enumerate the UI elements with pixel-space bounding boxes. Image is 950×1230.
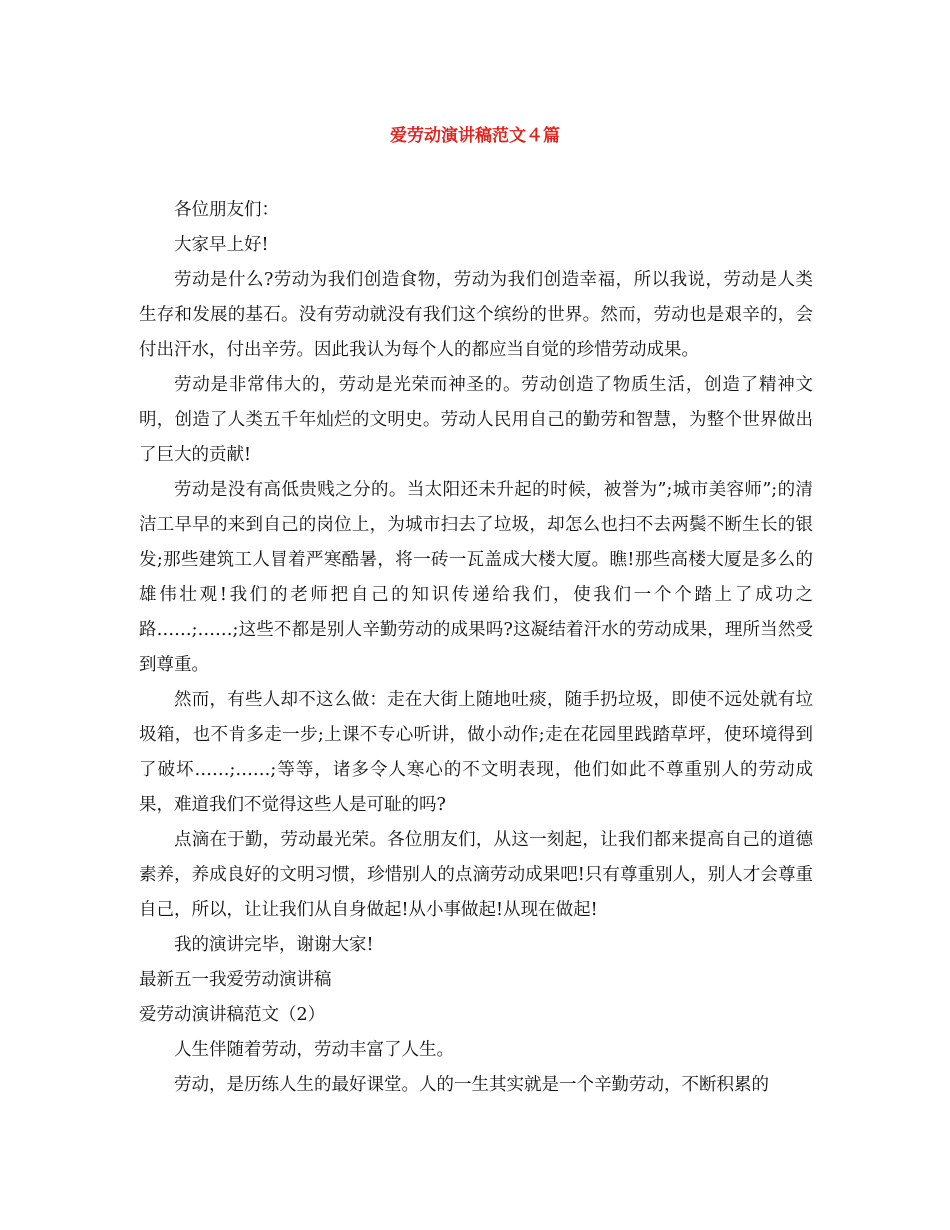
paragraph: 点滴在于勤，劳动最光荣。各位朋友们，从这一刻起，让我们都来提高自己的道德素养，养成良好的文明习惯，珍惜别人的点滴劳动成果吧!只有尊重别人，别人才会尊重自己，所以，让让我们从自身做起!从小事做起!从现在做起!	[139, 830, 813, 920]
section-heading: 最新五一我爱劳动演讲稿	[139, 970, 332, 990]
paragraph: 劳动是没有高低贵贱之分的。当太阳还未升起的时候，被誉为”;城市美容师”;的清洁工早早的来到自己的岗位上，为城市扫去了垃圾，却怎么也扫不去两鬓不断生长的银发;那些建筑工人冒着严寒酷暑，将一砖一瓦盖成大楼大厦。瞧!那些高楼大厦是多么的雄伟壮观!我们的老师把自己的知识传递给我们，使我们一个个踏上了成功之路……;……;这些不都是别人辛勤劳动的成果吗?这凝结着汗水的劳动成果，理所当然受到尊重。	[139, 480, 813, 675]
paragraph: 人生伴随着劳动，劳动丰富了人生。	[174, 1040, 454, 1060]
paragraph: 劳动是非常伟大的，劳动是光荣而神圣的。劳动创造了物质生活，创造了精神文明，创造了人类五千年灿烂的文明史。劳动人民用自己的勤劳和智慧，为整个世界做出了巨大的贡献!	[139, 375, 813, 465]
paragraph-greeting: 各位朋友们：	[174, 200, 279, 220]
section-heading: 爱劳动演讲稿范文（2）	[139, 1005, 326, 1025]
paragraph: 劳动是什么?劳动为我们创造食物，劳动为我们创造幸福，所以我说，劳动是人类生存和发展的基石。没有劳动就没有我们这个缤纷的世界。然而，劳动也是艰辛的，会付出汗水，付出辛劳。因此我认为每个人的都应当自觉的珍惜劳动成果。	[139, 270, 813, 360]
paragraph-good-morning: 大家早上好!	[174, 235, 269, 255]
document-body	[139, 193, 813, 1103]
document-title: 爱劳动演讲稿范文４篇	[390, 126, 560, 146]
paragraph-closing: 我的演讲完毕，谢谢大家!	[174, 935, 374, 955]
paragraph: 然而，有些人却不这么做：走在大街上随地吐痰，随手扔垃圾，即使不远处就有垃圾箱，也不肯多走一步;上课不专心听讲，做小动作;走在花园里践踏草坪，使环境得到了破坏……;……;等等，诸多令人寒心的不文明表现，他们如此不尊重别人的劳动成果，难道我们不觉得这些人是可耻的吗?	[139, 690, 813, 815]
paragraph: 劳动，是历练人生的最好课堂。人的一生其实就是一个辛勤劳动，不断积累的	[174, 1075, 769, 1095]
